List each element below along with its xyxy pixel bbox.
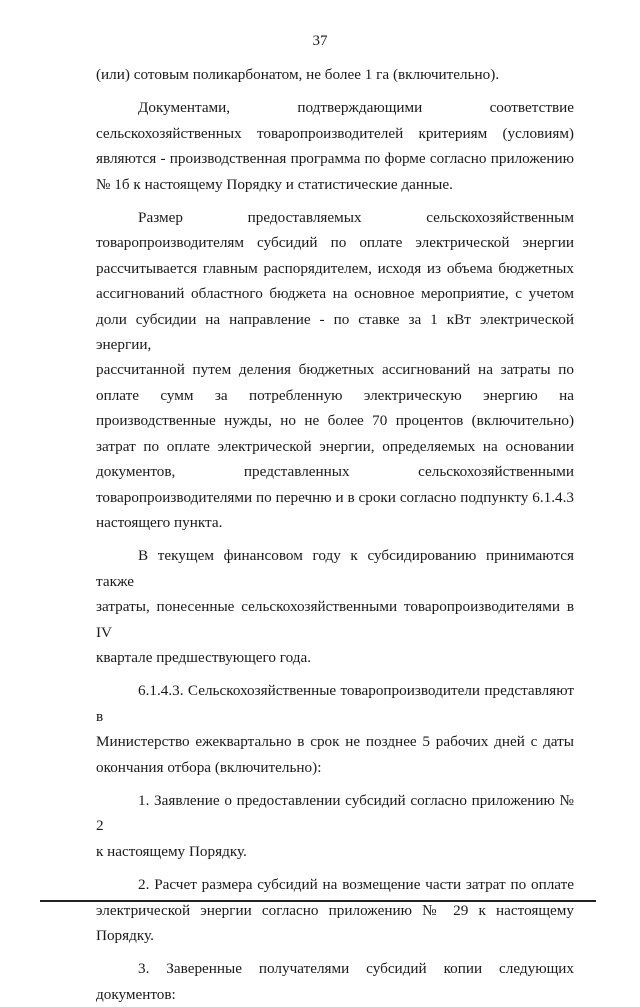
text-line: документов, представленных сельскохозяйственными [96,463,574,481]
document-body [96,62,574,1007]
text-line: сельскохозяйственных товаропроизводителей критериям (условиям) [96,124,574,142]
text-line: являются - производственная программа по форме согласно приложению [96,150,574,168]
text-line: Размер предоставляемых сельскохозяйственным [138,209,574,227]
text-line: рассчитанной путем деления бюджетных ассигнований на затраты по [96,361,574,379]
page-number: 37 [312,33,328,49]
text-line: ассигнований областного бюджета на основное мероприятие, с учетом [96,285,574,303]
text-line: рассчитывается главным распорядителем, исходя из объема бюджетных [96,259,574,277]
text-line: оплате сумм за потребленную электрическую энергию на [96,386,574,404]
text-line: 1. Заявление о предоставлении субсидий согласно приложению № 2 [96,791,574,835]
text-line: товаропроизводителям субсидий по оплате электрической энергии [96,234,574,252]
text-line: товаропроизводителями по перечню и в сроки согласно подпункту 6.1.4.3 [96,488,574,506]
text-line: к настоящему Порядку. [96,842,247,860]
text-line: квартале предшествующего года. [96,648,312,666]
text-line: 2. Расчет размера субсидий на возмещение части затрат по оплате [138,876,574,894]
text-line: окончания отбора (включительно): [96,758,322,776]
text-line: производственные нужды, но не более 70 процентов (включительно) [96,412,574,430]
text-line: 6.1.4.3. Сельскохозяйственные товаропроизводители представляют в [96,682,574,725]
text-line: 3. Заверенные получателями субсидий копии следующих [138,960,574,978]
text-line: Документами, подтверждающими соответствие [138,99,574,117]
text-line: В текущем финансовом году к субсидированию принимаются также [96,547,574,590]
scan-edge-line [40,900,596,902]
text-line: настоящего пункта. [96,513,223,531]
text-line: доли субсидии на направление - по ставке за 1 кВт электрической энергии, [96,310,574,354]
text-line: документов: [96,985,176,1003]
text-line: (или) сотовым поликарбонатом, не более 1 га (включительно). [96,66,500,83]
text-line: Порядку. [96,927,154,944]
text-line: затраты, понесенные сельскохозяйственными товаропроизводителями в IV [96,598,574,641]
text-line: электрической энергии согласно приложению № 29 к настоящему [96,901,574,919]
text-line: затрат по оплате электрической энергии, определяемых на основании [96,437,574,455]
text-line: № 1б к настоящему Порядку и статистические данные. [96,175,453,193]
text-line: Министерство ежеквартально в срок не позднее 5 рабочих дней с даты [96,733,574,751]
